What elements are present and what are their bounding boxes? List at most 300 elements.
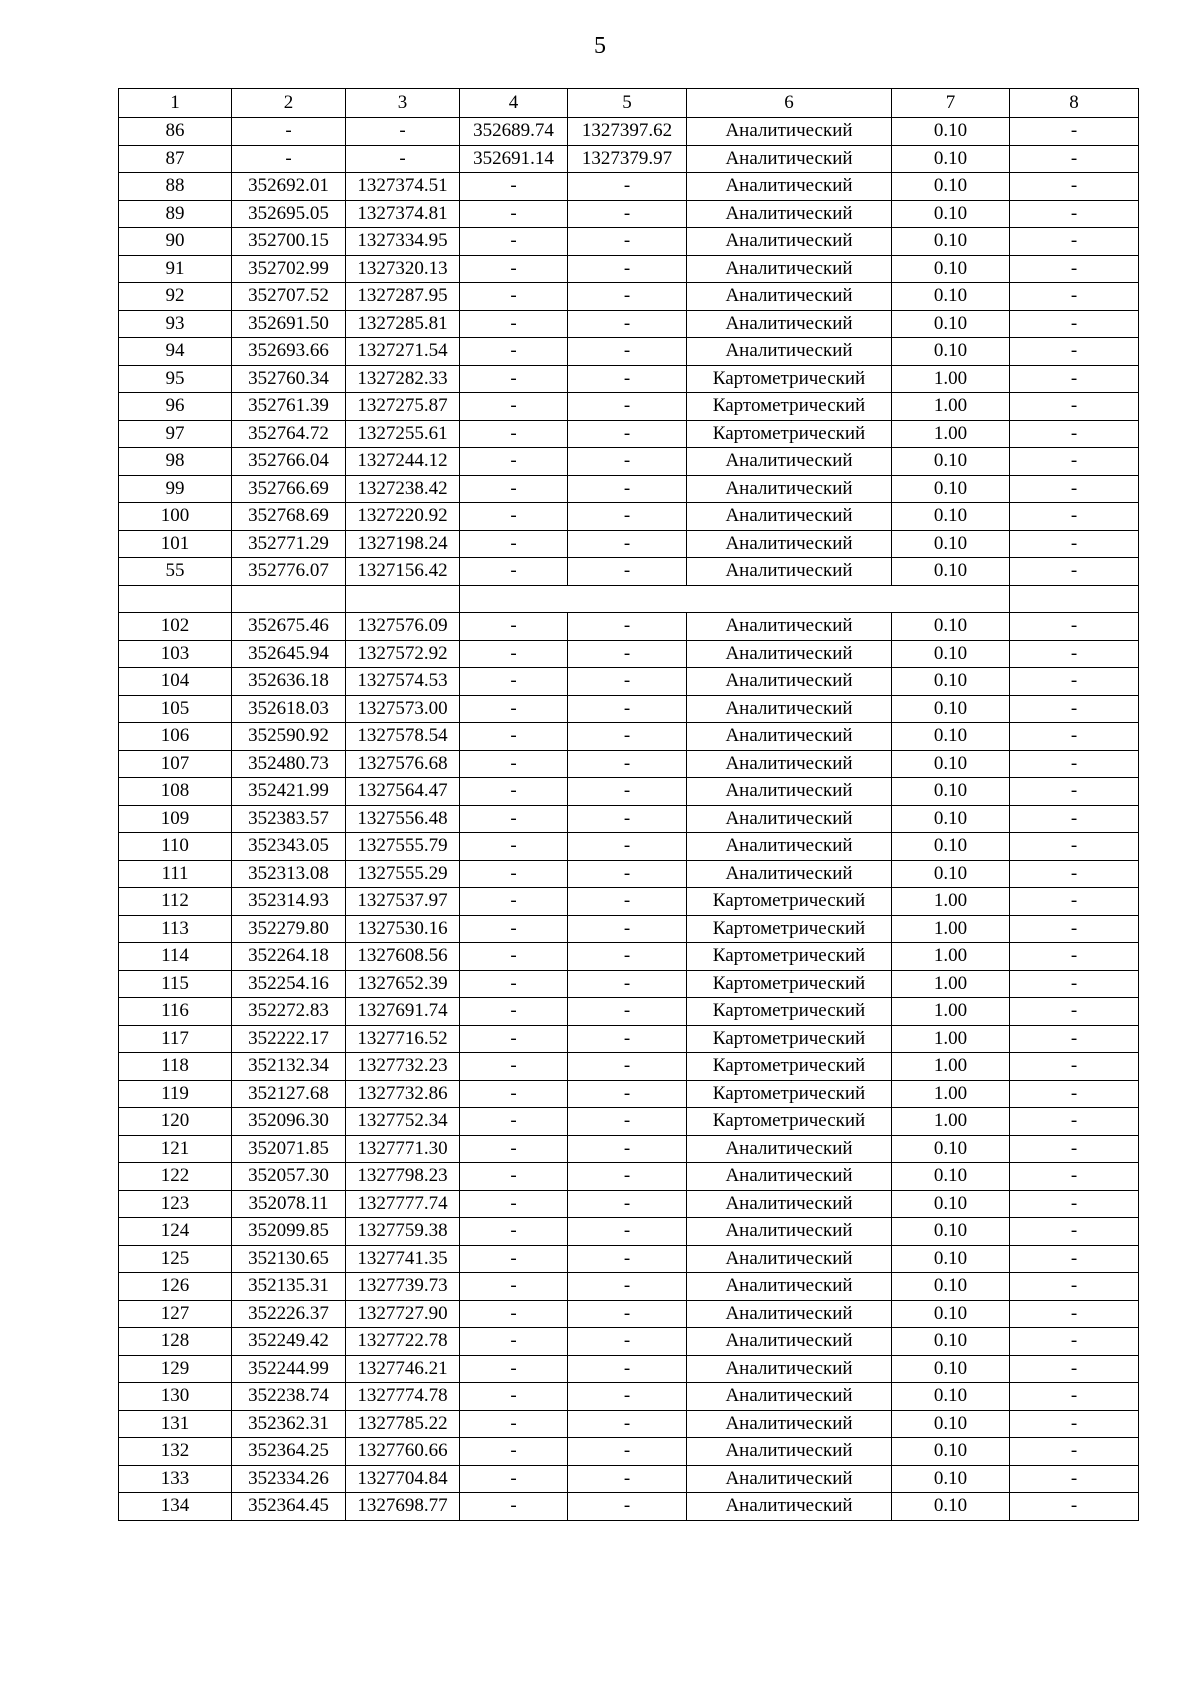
table-cell: 352099.85 xyxy=(232,1218,346,1246)
table-cell: - xyxy=(1010,640,1139,668)
table-cell: 0.10 xyxy=(892,475,1010,503)
table-cell: - xyxy=(460,695,568,723)
table-cell: Аналитический xyxy=(687,1465,892,1493)
table-cell: 1327320.13 xyxy=(346,255,460,283)
table-cell: 0.10 xyxy=(892,1493,1010,1521)
table-cell: 352707.52 xyxy=(232,283,346,311)
table-cell: - xyxy=(1010,1328,1139,1356)
table-cell: 126 xyxy=(119,1273,232,1301)
table-cell: - xyxy=(1010,118,1139,146)
table-cell: Картометрический xyxy=(687,888,892,916)
column-header: 8 xyxy=(1010,89,1139,118)
table-cell: Аналитический xyxy=(687,778,892,806)
table-cell: - xyxy=(1010,1108,1139,1136)
table-cell: 0.10 xyxy=(892,1190,1010,1218)
table-cell: - xyxy=(568,200,687,228)
table-cell: - xyxy=(460,668,568,696)
table-cell: 1327652.39 xyxy=(346,970,460,998)
table-cell: Аналитический xyxy=(687,1163,892,1191)
table-cell: - xyxy=(1010,778,1139,806)
table-row xyxy=(119,1493,1139,1521)
table-cell: 132 xyxy=(119,1438,232,1466)
table-cell: 1327732.86 xyxy=(346,1080,460,1108)
table-cell: - xyxy=(568,1383,687,1411)
table-cell: 113 xyxy=(119,915,232,943)
table-row xyxy=(119,1300,1139,1328)
table-row xyxy=(119,558,1139,586)
table-row xyxy=(119,970,1139,998)
table-cell: - xyxy=(1010,1438,1139,1466)
table-cell: 1327746.21 xyxy=(346,1355,460,1383)
table-cell: - xyxy=(1010,338,1139,366)
table-cell: 134 xyxy=(119,1493,232,1521)
table-cell: 0.10 xyxy=(892,1245,1010,1273)
table-cell: 92 xyxy=(119,283,232,311)
table-cell-empty xyxy=(460,585,1010,613)
table-cell: 352480.73 xyxy=(232,750,346,778)
table-cell: - xyxy=(460,750,568,778)
table-cell: Аналитический xyxy=(687,805,892,833)
table-row xyxy=(119,640,1139,668)
column-header: 4 xyxy=(460,89,568,118)
table-cell: 0.10 xyxy=(892,695,1010,723)
table-cell: - xyxy=(1010,1355,1139,1383)
coordinates-table xyxy=(118,88,1139,1521)
table-cell: 116 xyxy=(119,998,232,1026)
table-row xyxy=(119,1108,1139,1136)
table-cell: - xyxy=(568,558,687,586)
table-cell: 1327285.81 xyxy=(346,310,460,338)
table-cell: Аналитический xyxy=(687,668,892,696)
table-cell: - xyxy=(568,1300,687,1328)
table-cell: 1327198.24 xyxy=(346,530,460,558)
table-row xyxy=(119,860,1139,888)
table-cell: - xyxy=(568,668,687,696)
table-cell: Аналитический xyxy=(687,860,892,888)
table-cell: - xyxy=(1010,1273,1139,1301)
table-cell: 1327576.09 xyxy=(346,613,460,641)
table-cell: 1.00 xyxy=(892,1025,1010,1053)
table-cell: - xyxy=(460,640,568,668)
table-cell: - xyxy=(1010,283,1139,311)
table-cell: 352071.85 xyxy=(232,1135,346,1163)
table-cell: - xyxy=(568,173,687,201)
table-row xyxy=(119,1438,1139,1466)
table-cell: 0.10 xyxy=(892,310,1010,338)
table-cell: 352766.04 xyxy=(232,448,346,476)
table-cell: 0.10 xyxy=(892,1328,1010,1356)
table-cell: 1327530.16 xyxy=(346,915,460,943)
table-cell: 1327287.95 xyxy=(346,283,460,311)
table-cell: - xyxy=(1010,860,1139,888)
table-row xyxy=(119,915,1139,943)
table-cell: - xyxy=(460,173,568,201)
table-cell: 1.00 xyxy=(892,915,1010,943)
table-cell: - xyxy=(568,778,687,806)
table-cell: - xyxy=(1010,310,1139,338)
table-cell: - xyxy=(460,255,568,283)
table-cell: Аналитический xyxy=(687,503,892,531)
column-header: 6 xyxy=(687,89,892,118)
table-cell: 352776.07 xyxy=(232,558,346,586)
table-cell: 94 xyxy=(119,338,232,366)
table-cell: 1327334.95 xyxy=(346,228,460,256)
table-row xyxy=(119,1080,1139,1108)
table-row xyxy=(119,723,1139,751)
table-cell: - xyxy=(460,1273,568,1301)
table-cell: - xyxy=(568,1108,687,1136)
table-row xyxy=(119,310,1139,338)
table-cell: 0.10 xyxy=(892,1465,1010,1493)
table-cell: 1327722.78 xyxy=(346,1328,460,1356)
table-cell: - xyxy=(568,228,687,256)
table-cell: Картометрический xyxy=(687,970,892,998)
table-cell: - xyxy=(460,338,568,366)
table-cell: - xyxy=(460,283,568,311)
table-cell: Аналитический xyxy=(687,228,892,256)
table-cell: 111 xyxy=(119,860,232,888)
table-cell: - xyxy=(460,1025,568,1053)
table-cell: - xyxy=(232,118,346,146)
table-cell: - xyxy=(568,1355,687,1383)
table-cell: 0.10 xyxy=(892,1163,1010,1191)
table-row xyxy=(119,668,1139,696)
table-cell: - xyxy=(460,998,568,1026)
table-cell: - xyxy=(1010,943,1139,971)
table-cell: - xyxy=(460,1080,568,1108)
table-cell: 0.10 xyxy=(892,338,1010,366)
table-cell: - xyxy=(1010,723,1139,751)
table-cell: 129 xyxy=(119,1355,232,1383)
table-cell: - xyxy=(460,723,568,751)
table-cell: 1.00 xyxy=(892,943,1010,971)
table-row xyxy=(119,1383,1139,1411)
table-row xyxy=(119,1190,1139,1218)
table-cell: - xyxy=(568,1218,687,1246)
table-cell: 0.10 xyxy=(892,1218,1010,1246)
table-cell: Аналитический xyxy=(687,1300,892,1328)
table-cell: 352249.42 xyxy=(232,1328,346,1356)
table-cell: 1327777.74 xyxy=(346,1190,460,1218)
table-cell: 1327572.92 xyxy=(346,640,460,668)
table-cell: - xyxy=(1010,750,1139,778)
table-cell: - xyxy=(568,310,687,338)
table-cell: - xyxy=(1010,173,1139,201)
table-cell: - xyxy=(568,723,687,751)
table-cell: - xyxy=(460,1053,568,1081)
table-cell: - xyxy=(568,613,687,641)
table-cell: 1.00 xyxy=(892,1080,1010,1108)
table-cell: 0.10 xyxy=(892,228,1010,256)
table-cell: - xyxy=(1010,475,1139,503)
table-cell: 1327156.42 xyxy=(346,558,460,586)
table-cell: 123 xyxy=(119,1190,232,1218)
table-cell: 0.10 xyxy=(892,145,1010,173)
table-cell: Аналитический xyxy=(687,1410,892,1438)
table-cell: - xyxy=(1010,805,1139,833)
table-cell: - xyxy=(460,860,568,888)
table-cell: 103 xyxy=(119,640,232,668)
table-cell: - xyxy=(346,145,460,173)
table-cell: 0.10 xyxy=(892,255,1010,283)
table-cell: - xyxy=(346,118,460,146)
table-cell: - xyxy=(460,475,568,503)
table-row xyxy=(119,695,1139,723)
table-cell: 0.10 xyxy=(892,173,1010,201)
table-cell: 98 xyxy=(119,448,232,476)
table-cell: 352364.25 xyxy=(232,1438,346,1466)
table-cell: - xyxy=(568,833,687,861)
table-cell: - xyxy=(568,970,687,998)
table-cell: 1327691.74 xyxy=(346,998,460,1026)
table-cell: Аналитический xyxy=(687,1383,892,1411)
column-header: 2 xyxy=(232,89,346,118)
table-cell: 352689.74 xyxy=(460,118,568,146)
table-cell: 1327555.79 xyxy=(346,833,460,861)
table-cell: 90 xyxy=(119,228,232,256)
table-cell: Аналитический xyxy=(687,723,892,751)
table-cell: 1327771.30 xyxy=(346,1135,460,1163)
table-cell: - xyxy=(460,1328,568,1356)
table-cell: - xyxy=(1010,200,1139,228)
table-row xyxy=(119,1328,1139,1356)
table-row xyxy=(119,1465,1139,1493)
table-cell: 114 xyxy=(119,943,232,971)
table-cell: 1.00 xyxy=(892,998,1010,1026)
table-cell: 352645.94 xyxy=(232,640,346,668)
table-cell: 1327698.77 xyxy=(346,1493,460,1521)
table-cell: 0.10 xyxy=(892,283,1010,311)
table-row xyxy=(119,475,1139,503)
table-cell: - xyxy=(1010,1300,1139,1328)
table-cell: - xyxy=(1010,1410,1139,1438)
table-cell: - xyxy=(568,255,687,283)
table-cell-empty xyxy=(1010,585,1139,613)
table-cell: 109 xyxy=(119,805,232,833)
table-cell: 0.10 xyxy=(892,1355,1010,1383)
table-cell: Картометрический xyxy=(687,943,892,971)
table-cell: - xyxy=(1010,613,1139,641)
table-cell: - xyxy=(460,613,568,641)
table-cell: - xyxy=(460,200,568,228)
table-cell: Аналитический xyxy=(687,640,892,668)
table-cell: 352343.05 xyxy=(232,833,346,861)
table-cell: Картометрический xyxy=(687,1025,892,1053)
table-cell: 1.00 xyxy=(892,970,1010,998)
table-cell: 352244.99 xyxy=(232,1355,346,1383)
table-cell: - xyxy=(568,1245,687,1273)
table-row xyxy=(119,1025,1139,1053)
table-cell: - xyxy=(460,778,568,806)
table-cell: 352132.34 xyxy=(232,1053,346,1081)
table-cell: - xyxy=(568,943,687,971)
table-cell: 1327798.23 xyxy=(346,1163,460,1191)
table-cell: Аналитический xyxy=(687,833,892,861)
table-cell: 1327573.00 xyxy=(346,695,460,723)
table-cell: Аналитический xyxy=(687,448,892,476)
table-row xyxy=(119,998,1139,1026)
table-cell: - xyxy=(460,1355,568,1383)
table-cell: - xyxy=(460,1135,568,1163)
table-row xyxy=(119,943,1139,971)
table-cell: - xyxy=(1010,1218,1139,1246)
table-cell: 0.10 xyxy=(892,503,1010,531)
column-header: 7 xyxy=(892,89,1010,118)
table-cell: 352254.16 xyxy=(232,970,346,998)
table-cell: 352691.14 xyxy=(460,145,568,173)
table-cell: 96 xyxy=(119,393,232,421)
table-cell: - xyxy=(568,338,687,366)
table-cell: 86 xyxy=(119,118,232,146)
table-row xyxy=(119,750,1139,778)
table-cell: Аналитический xyxy=(687,1273,892,1301)
table-cell: - xyxy=(1010,695,1139,723)
table-cell-empty xyxy=(232,585,346,613)
table-row xyxy=(119,1163,1139,1191)
table-cell: - xyxy=(460,393,568,421)
table-cell: 100 xyxy=(119,503,232,531)
table-body xyxy=(119,89,1139,1521)
table-cell: 1.00 xyxy=(892,1108,1010,1136)
table-cell: - xyxy=(568,860,687,888)
table-cell: - xyxy=(1010,1190,1139,1218)
table-row xyxy=(119,833,1139,861)
table-cell: - xyxy=(460,420,568,448)
table-cell: - xyxy=(460,1218,568,1246)
table-cell: 352700.15 xyxy=(232,228,346,256)
table-cell: 105 xyxy=(119,695,232,723)
table-cell: 1327537.97 xyxy=(346,888,460,916)
table-cell: - xyxy=(460,1300,568,1328)
column-header: 3 xyxy=(346,89,460,118)
table-cell: - xyxy=(568,1273,687,1301)
table-cell: - xyxy=(568,530,687,558)
table-cell: 352226.37 xyxy=(232,1300,346,1328)
table-cell: 1327374.81 xyxy=(346,200,460,228)
table-cell: 130 xyxy=(119,1383,232,1411)
table-row xyxy=(119,1273,1139,1301)
table-row xyxy=(119,365,1139,393)
table-cell: - xyxy=(460,915,568,943)
table-cell: 1327374.51 xyxy=(346,173,460,201)
table-cell: Аналитический xyxy=(687,1218,892,1246)
table-cell: - xyxy=(460,805,568,833)
table-row xyxy=(119,1135,1139,1163)
table-cell: 1327785.22 xyxy=(346,1410,460,1438)
table-cell: 1.00 xyxy=(892,420,1010,448)
table-cell: - xyxy=(460,365,568,393)
table-cell: - xyxy=(568,695,687,723)
table-cell: 0.10 xyxy=(892,200,1010,228)
table-cell: - xyxy=(568,283,687,311)
table-cell: Аналитический xyxy=(687,255,892,283)
table-cell: 1327739.73 xyxy=(346,1273,460,1301)
table-cell: 1327555.29 xyxy=(346,860,460,888)
table-cell: 119 xyxy=(119,1080,232,1108)
table-cell: 133 xyxy=(119,1465,232,1493)
table-cell: Аналитический xyxy=(687,613,892,641)
table-cell: 0.10 xyxy=(892,1273,1010,1301)
table-cell: - xyxy=(460,1245,568,1273)
table-cell: 87 xyxy=(119,145,232,173)
table-cell: 1327574.53 xyxy=(346,668,460,696)
table-cell: - xyxy=(568,1163,687,1191)
table-cell: 352702.99 xyxy=(232,255,346,283)
table-cell: 1.00 xyxy=(892,888,1010,916)
table-cell: - xyxy=(568,420,687,448)
table-cell: - xyxy=(568,750,687,778)
table-cell: 0.10 xyxy=(892,723,1010,751)
table-row xyxy=(119,805,1139,833)
table-cell: 1327576.68 xyxy=(346,750,460,778)
table-cell: 95 xyxy=(119,365,232,393)
table-cell: 0.10 xyxy=(892,860,1010,888)
table-cell: 0.10 xyxy=(892,668,1010,696)
table-cell: 352764.72 xyxy=(232,420,346,448)
table-cell: - xyxy=(460,310,568,338)
table-cell: 0.10 xyxy=(892,750,1010,778)
table-cell: 352692.01 xyxy=(232,173,346,201)
table-cell: 352127.68 xyxy=(232,1080,346,1108)
table-cell: 352135.31 xyxy=(232,1273,346,1301)
table-cell: 0.10 xyxy=(892,1135,1010,1163)
table-cell: - xyxy=(1010,448,1139,476)
table-cell: Аналитический xyxy=(687,1135,892,1163)
table-cell: 0.10 xyxy=(892,1438,1010,1466)
table-cell: Аналитический xyxy=(687,1438,892,1466)
table-row xyxy=(119,613,1139,641)
table-row xyxy=(119,1218,1139,1246)
table-cell: - xyxy=(460,1108,568,1136)
table-cell: Картометрический xyxy=(687,1108,892,1136)
table-cell: 91 xyxy=(119,255,232,283)
table-cell: 352057.30 xyxy=(232,1163,346,1191)
table-cell: 88 xyxy=(119,173,232,201)
table-cell: - xyxy=(568,998,687,1026)
table-cell: 0.10 xyxy=(892,558,1010,586)
table-cell: 352272.83 xyxy=(232,998,346,1026)
table-cell: 1327752.34 xyxy=(346,1108,460,1136)
table-cell: 104 xyxy=(119,668,232,696)
table-row xyxy=(119,228,1139,256)
table-cell: - xyxy=(568,365,687,393)
table-cell: - xyxy=(1010,1163,1139,1191)
table-cell: 352693.66 xyxy=(232,338,346,366)
table-cell: Аналитический xyxy=(687,283,892,311)
table-cell: - xyxy=(1010,970,1139,998)
table-cell: Картометрический xyxy=(687,998,892,1026)
table-cell: 1327578.54 xyxy=(346,723,460,751)
table-cell: 352362.31 xyxy=(232,1410,346,1438)
table-cell: 131 xyxy=(119,1410,232,1438)
table-cell: 352766.69 xyxy=(232,475,346,503)
table-cell: 352078.11 xyxy=(232,1190,346,1218)
table-cell: - xyxy=(1010,915,1139,943)
table-cell-empty xyxy=(346,585,460,613)
table-cell: 1327271.54 xyxy=(346,338,460,366)
table-cell: 1327275.87 xyxy=(346,393,460,421)
table-cell: - xyxy=(460,1383,568,1411)
table-cell: 1327379.97 xyxy=(568,145,687,173)
table-cell: - xyxy=(568,503,687,531)
table-cell: 352314.93 xyxy=(232,888,346,916)
table-cell: - xyxy=(460,1465,568,1493)
table-cell: - xyxy=(460,503,568,531)
table-cell: - xyxy=(460,1438,568,1466)
table-cell: 1327759.38 xyxy=(346,1218,460,1246)
table-cell: 352421.99 xyxy=(232,778,346,806)
table-header-row xyxy=(119,89,1139,118)
